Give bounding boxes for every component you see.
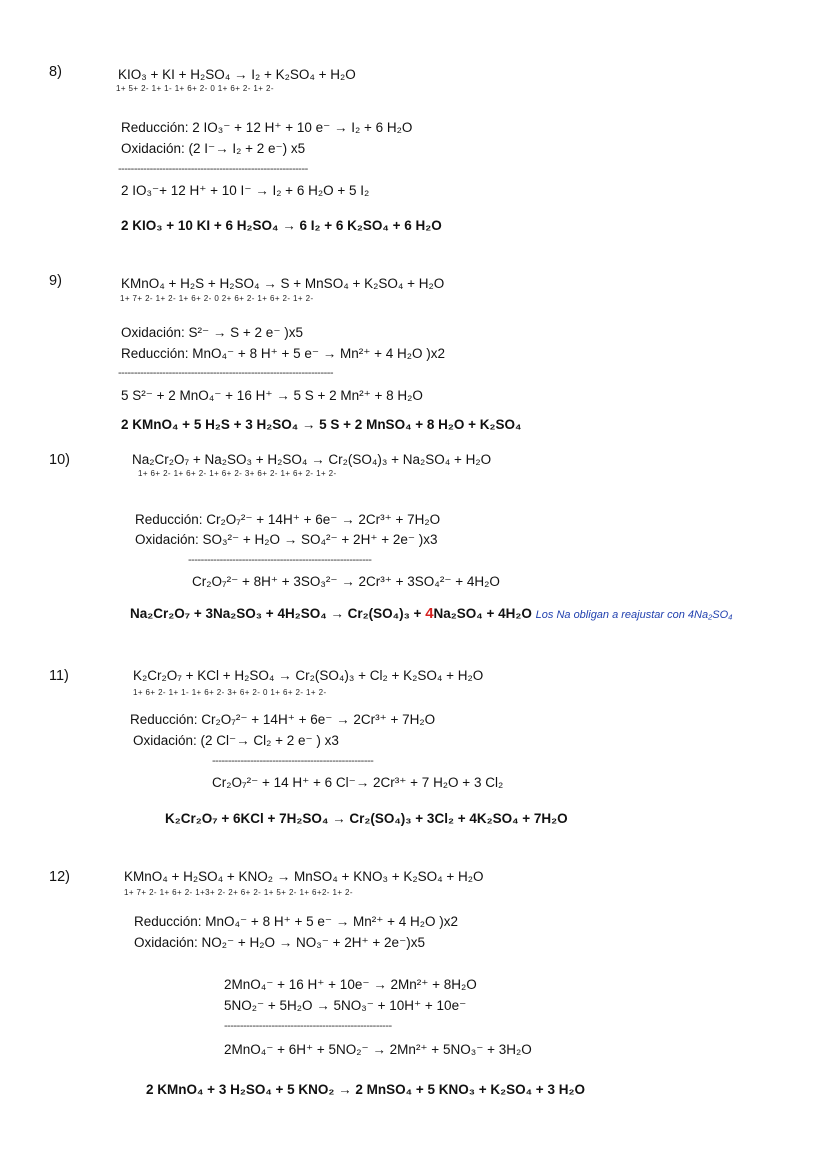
problem-11-final-equation: K₂Cr₂O₇ + 6KCl + 7H₂SO₄ → Cr₂(SO₄)₃ + 3Cl₂ + 4K₂SO₄ + 7H₂O <box>165 811 568 826</box>
problem-8-oxidation: Oxidación: (2 I⁻→ I₂ + 2 e⁻) x5 <box>121 141 306 156</box>
problem-12-number: 12) <box>49 869 70 885</box>
problem-8-reduction: Reducción: 2 IO₃⁻ + 12 H⁺ + 10 e⁻ → I₂ + 6 H₂O <box>121 120 413 135</box>
problem-9-oxidation-states: 1+ 7+ 2- 1+ 2- 1+ 6+ 2- 0 2+ 6+ 2- 1+ 6+ 2- 1+ 2- <box>120 294 314 303</box>
problem-11-oxidation: Oxidación: (2 Cl⁻→ Cl₂ + 2 e⁻ ) x3 <box>133 733 339 748</box>
problem-9-final-equation: 2 KMnO₄ + 5 H₂S + 3 H₂SO₄ → 5 S + 2 MnSO₄ + 8 H₂O + K₂SO₄ <box>121 417 522 432</box>
problem-12-final-equation: 2 KMnO₄ + 3 H₂SO₄ + 5 KNO₂ → 2 MnSO₄ + 5 KNO₃ + K₂SO₄ + 3 H₂O <box>146 1082 585 1097</box>
problem-10-reduction: Reducción: Cr₂O₇²⁻ + 14H⁺ + 6e⁻ → 2Cr³⁺ + 7H₂O <box>135 512 441 527</box>
problem-8-number: 8) <box>49 64 62 80</box>
problem-12-step-1: 2MnO₄⁻ + 16 H⁺ + 10e⁻ → 2Mn²⁺ + 8H₂O <box>224 977 477 992</box>
problem-10-oxidation-states: 1+ 6+ 2- 1+ 6+ 2- 1+ 6+ 2- 3+ 6+ 2- 1+ 6+ 2- 1+ 2- <box>138 469 337 478</box>
problem-12-sum: 2MnO₄⁻ + 6H⁺ + 5NO₂⁻ → 2Mn²⁺ + 5NO₃⁻ + 3H₂O <box>224 1042 532 1057</box>
problem-11-sum: Cr₂O₇²⁻ + 14 H⁺ + 6 Cl⁻→ 2Cr³⁺ + 7 H₂O + 3 Cl₂ <box>212 775 504 790</box>
problem-12-step-2: 5NO₂⁻ + 5H₂O → 5NO₃⁻ + 10H⁺ + 10e⁻ <box>224 998 467 1013</box>
problem-11-reduction: Reducción: Cr₂O₇²⁻ + 14H⁺ + 6e⁻ → 2Cr³⁺ + 7H₂O <box>130 712 436 727</box>
problem-9-number: 9) <box>49 273 62 289</box>
problem-8-equation: KIO₃ + KI + H₂SO₄ → I₂ + K₂SO₄ + H₂O <box>118 67 356 82</box>
problem-11-divider: --------------------------------------------------- <box>212 755 374 767</box>
problem-9-sum: 5 S²⁻ + 2 MnO₄⁻ + 16 H⁺ → 5 S + 2 Mn²⁺ + 8 H₂O <box>121 388 423 403</box>
problem-9-divider: -------------------------------------------------------------------- <box>118 367 334 379</box>
problem-11-equation: K₂Cr₂O₇ + KCl + H₂SO₄ → Cr₂(SO₄)₃ + Cl₂ + K₂SO₄ + H₂O <box>133 668 484 683</box>
problem-10-highlighted-coefficient: 4 <box>425 605 434 622</box>
problem-10-divider: ---------------------------------------------------------- <box>188 554 372 566</box>
problem-12-equation: KMnO₄ + H₂SO₄ + KNO₂ → MnSO₄ + KNO₃ + K₂SO₄ + H₂O <box>124 869 484 884</box>
problem-12-divider: ----------------------------------------------------- <box>224 1020 392 1032</box>
problem-8-divider: ------------------------------------------------------------ <box>118 163 308 175</box>
problem-10-final-equation <box>130 605 733 622</box>
problem-12-oxidation: Oxidación: NO₂⁻ + H₂O → NO₃⁻ + 2H⁺ + 2e⁻)x5 <box>134 935 425 950</box>
problem-9-reduction: Reducción: MnO₄⁻ + 8 H⁺ + 5 e⁻ → Mn²⁺ + 4 H₂O )x2 <box>121 346 445 361</box>
problem-10-note: Los Na obligan a reajustar con 4Na₂SO₄ <box>535 609 733 621</box>
problem-8-oxidation-states: 1+ 5+ 2- 1+ 1- 1+ 6+ 2- 0 1+ 6+ 2- 1+ 2- <box>116 84 274 93</box>
problem-8-sum: 2 IO₃⁻+ 12 H⁺ + 10 I⁻ → I₂ + 6 H₂O + 5 I₂ <box>121 183 370 198</box>
problem-11-oxidation-states: 1+ 6+ 2- 1+ 1- 1+ 6+ 2- 3+ 6+ 2- 0 1+ 6+ 2- 1+ 2- <box>133 688 327 697</box>
problem-10-oxidation: Oxidación: SO₃²⁻ + H₂O → SO₄²⁻ + 2H⁺ + 2e⁻ )x3 <box>135 532 438 547</box>
problem-10-final-part-b: Na₂SO₄ + 4H₂O <box>433 606 532 621</box>
problem-12-oxidation-states: 1+ 7+ 2- 1+ 6+ 2- 1+3+ 2- 2+ 6+ 2- 1+ 5+ 2- 1+ 6+2- 1+ 2- <box>124 888 353 897</box>
problem-10-final-part-a: Na₂Cr₂O₇ + 3Na₂SO₃ + 4H₂SO₄ → Cr₂(SO₄)₃ + <box>130 606 426 621</box>
problem-10-sum: Cr₂O₇²⁻ + 8H⁺ + 3SO₃²⁻ → 2Cr³⁺ + 3SO₄²⁻ + 4H₂O <box>192 574 500 589</box>
problem-9-equation: KMnO₄ + H₂S + H₂SO₄ → S + MnSO₄ + K₂SO₄ + H₂O <box>121 276 445 291</box>
problem-12-reduction: Reducción: MnO₄⁻ + 8 H⁺ + 5 e⁻ → Mn²⁺ + 4 H₂O )x2 <box>134 914 458 929</box>
problem-10-equation: Na₂Cr₂O₇ + Na₂SO₃ + H₂SO₄ → Cr₂(SO₄)₃ + Na₂SO₄ + H₂O <box>132 452 492 467</box>
problem-9-oxidation: Oxidación: S²⁻ → S + 2 e⁻ )x5 <box>121 325 303 340</box>
problem-11-number: 11) <box>49 668 69 684</box>
problem-10-number: 10) <box>49 452 70 468</box>
problem-8-final-equation: 2 KIO₃ + 10 KI + 6 H₂SO₄ → 6 I₂ + 6 K₂SO₄ + 6 H₂O <box>121 218 442 233</box>
